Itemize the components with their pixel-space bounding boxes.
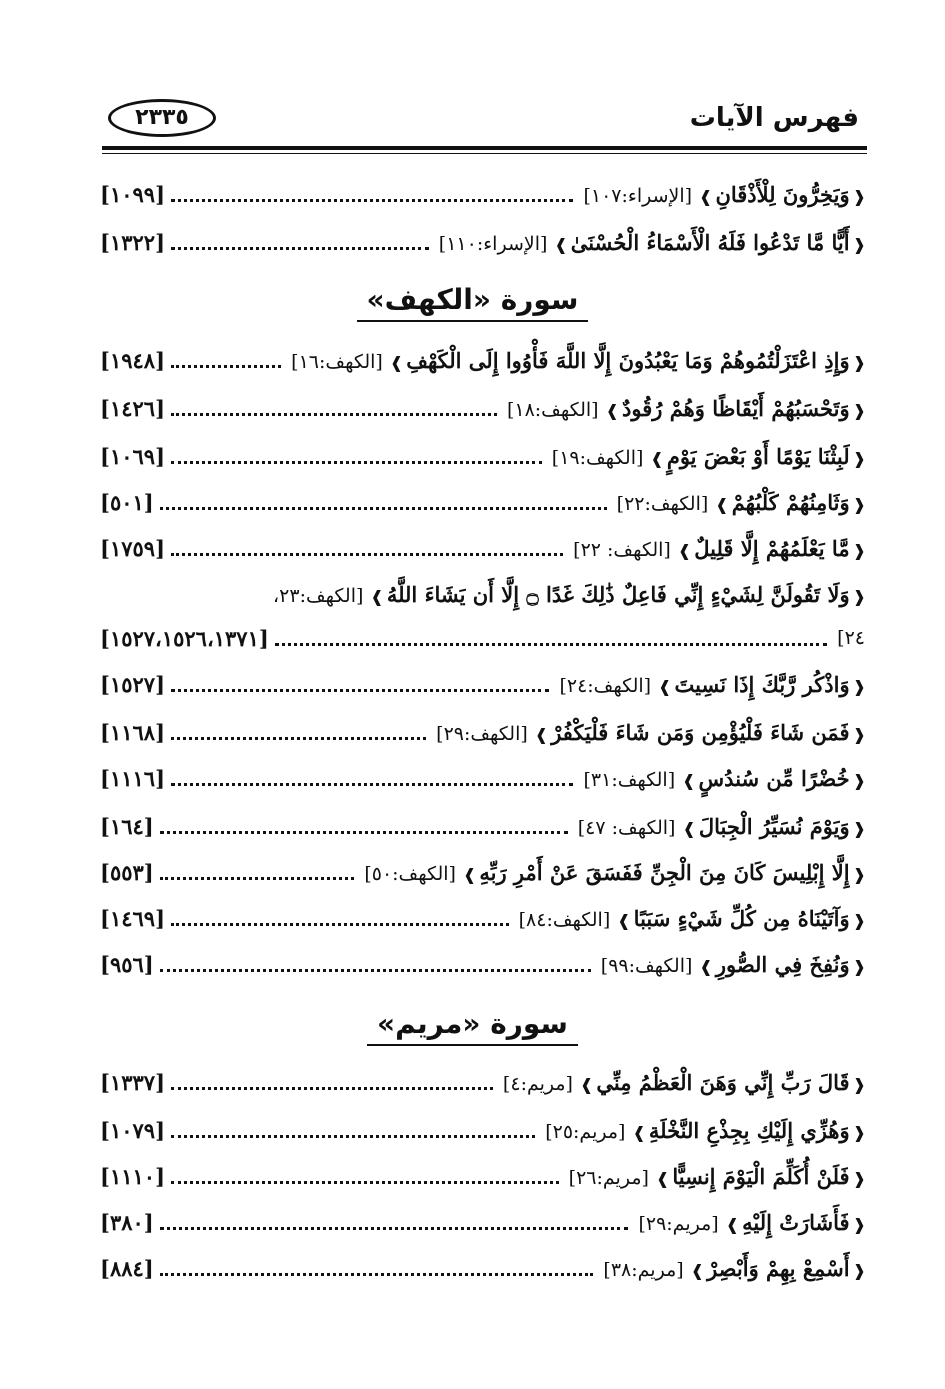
verse-reference: [مريم:٤]	[502, 1072, 573, 1095]
index-entry	[100, 944, 869, 984]
running-title: فهرس الآيات	[689, 103, 859, 133]
dot-leader	[171, 246, 429, 250]
verse-reference: [الكهف:٥٠]	[364, 862, 456, 885]
verse-text: وَاذْكُر رَّبَّكَ إِذَا نَسِيتَ	[674, 671, 850, 697]
index-entry	[100, 1110, 869, 1150]
verse-reference: [الكهف:٢٣،	[273, 584, 364, 607]
verse-citation	[432, 720, 869, 745]
index-entry	[100, 852, 869, 892]
page-references: [١١٦٨]	[100, 719, 165, 745]
verse-text: فَلَنْ أُكَلِّمَ الْيَوْمَ إِنسِيًّا	[672, 1163, 850, 1189]
verse-text: وَآتَيْنَاهُ مِن كُلِّ شَيْءٍ سَبَبًا	[633, 905, 850, 931]
verse-reference: [الكهف:١٨]	[506, 398, 599, 421]
header-rule-thin	[102, 153, 867, 154]
page-references: [٨٨٤]	[100, 1255, 154, 1281]
ornate-bracket-close-icon: ❱	[632, 1122, 646, 1142]
verse-reference: [مريم:٢٥]	[545, 1120, 626, 1143]
page-references: [١٦٤]	[100, 813, 154, 839]
verse-citation	[541, 1118, 869, 1143]
dot-leader	[171, 782, 573, 786]
page-references: [١١١٠]	[100, 1163, 165, 1189]
verse-text: وَإِذِ اعْتَزَلْتُمُوهُمْ وَمَا يَعْبُدُونَ إِلَّا اللَّهَ فَأْوُوا إِلَى الْكَهْفِ	[406, 347, 850, 373]
index-entry	[100, 1202, 869, 1242]
dot-leader	[160, 968, 591, 972]
verse-reference: [الكهف:١٩]	[551, 446, 644, 469]
ornate-bracket-close-icon: ❱	[617, 910, 631, 930]
dot-leader	[171, 1180, 559, 1184]
ornate-bracket-open-icon: ❰	[852, 1074, 866, 1094]
ornate-bracket-close-icon: ❱	[725, 1214, 740, 1234]
verse-reference: [الإسراء:١١٠]	[438, 232, 548, 255]
ornate-bracket-open-icon: ❰	[852, 1260, 866, 1280]
verse-citation	[435, 230, 869, 255]
dot-leader	[171, 364, 281, 368]
ornate-bracket-close-icon: ❱	[655, 1168, 670, 1188]
verse-reference: [الكهف: ٤٧]	[577, 816, 676, 839]
page-references: [١٠٧٩]	[100, 1117, 165, 1143]
ornate-bracket-open-icon: ❰	[852, 1214, 866, 1234]
dot-leader	[160, 1272, 594, 1276]
dot-leader	[160, 1226, 629, 1230]
verse-citation	[360, 860, 869, 885]
ornate-bracket-open-icon: ❰	[852, 724, 866, 744]
ornate-bracket-open-icon: ❰	[852, 1122, 866, 1142]
verse-citation	[599, 1256, 869, 1281]
index-entry	[100, 1248, 869, 1288]
verse-reference: [مريم:٢٦]	[568, 1166, 649, 1189]
index-entry	[100, 174, 869, 214]
ornate-bracket-close-icon: ❱	[534, 724, 549, 744]
verse-text: فَمَن شَاءَ فَلْيُؤْمِن وَمَن شَاءَ فَلْيَكْفُرْ	[551, 719, 850, 745]
page-header	[102, 95, 867, 153]
ornate-bracket-open-icon: ❰	[852, 186, 866, 206]
verse-text: وَيَخِرُّونَ لِلْأَذْقَانِ	[715, 181, 850, 207]
index-entry	[100, 1156, 869, 1196]
dot-leader	[171, 198, 573, 202]
index-entry	[100, 806, 869, 846]
verse-reference: [الكهف:٢٢]	[616, 492, 709, 515]
verse-text: خُضْرًا مِّن سُندُسٍ	[698, 765, 850, 791]
page-references: [١٩٤٨]	[100, 347, 165, 373]
ornate-bracket-close-icon: ❱	[699, 186, 713, 206]
verse-text: وَهُزِّي إِلَيْكِ بِجِذْعِ النَّخْلَةِ	[648, 1117, 850, 1143]
verse-reference: [الكهف:٣١]	[583, 768, 676, 791]
index-entry	[100, 340, 869, 380]
ornate-bracket-open-icon: ❰	[852, 234, 866, 254]
surah-heading-maryam	[0, 1004, 945, 1048]
page-references: [١٥٢٧،١٥٢٦،١٣٧١]	[100, 625, 269, 651]
verse-citation	[503, 396, 869, 421]
verse-reference-continued: ٢٤]	[837, 627, 865, 649]
ornate-bracket-open-icon: ❰	[852, 1168, 866, 1188]
verse-citation	[565, 1164, 869, 1189]
page-references: [١٣٣٧]	[100, 1069, 165, 1095]
page-references: [٥٠١]	[100, 489, 154, 515]
ornate-bracket-close-icon: ❱	[699, 956, 713, 976]
ornate-bracket-open-icon: ❰	[852, 352, 866, 372]
verse-reference: [الإسراء:١٠٧]	[583, 184, 693, 207]
verse-reference: [الكهف:٩٩]	[600, 954, 693, 977]
verse-reference: [الكهف: ٢٢]	[573, 538, 671, 561]
dot-leader	[171, 922, 509, 926]
ornate-bracket-open-icon: ❰	[852, 676, 866, 696]
dot-leader	[171, 412, 497, 416]
index-entry-wrapped-line-2	[100, 618, 869, 658]
dot-leader	[171, 688, 549, 692]
verse-text: وَلَا تَقُولَنَّ لِشَيْءٍ إِنِّي فَاعِلٌ ذَٰلِكَ غَدًا ۝ إِلَّا أَن يَشَاءَ اللَّهُ	[386, 581, 850, 607]
dot-leader	[171, 552, 563, 556]
header-rule-thick	[102, 146, 867, 150]
index-entry-wrapped-line-1	[100, 574, 869, 614]
ornate-bracket-close-icon: ❱	[715, 494, 729, 514]
surah-heading-text: سورة «مريم»	[367, 1004, 578, 1046]
ornate-bracket-close-icon: ❱	[682, 818, 696, 838]
verse-citation	[613, 490, 869, 515]
ornate-bracket-open-icon: ❰	[852, 910, 866, 930]
ornate-bracket-close-icon: ❱	[658, 676, 672, 696]
index-entry	[100, 1062, 869, 1102]
verse-citation	[548, 444, 869, 469]
verse-reference: [مريم:٢٩]	[638, 1212, 719, 1235]
page-references: [١٤٢٦]	[100, 395, 165, 421]
page-references: [١٤٦٩]	[100, 905, 165, 931]
verse-text: وَنُفِخَ فِي الصُّورِ	[715, 951, 850, 977]
verse-citation	[100, 582, 869, 607]
index-entry	[100, 528, 869, 568]
index-entry	[100, 388, 869, 428]
dot-leader	[171, 460, 542, 464]
page-references: [٥٥٣]	[100, 859, 154, 885]
verse-reference: [الكهف:٢٩]	[436, 722, 528, 745]
index-entry	[100, 664, 869, 704]
page-references: [١٠٦٩]	[100, 443, 165, 469]
verse-reference: [الكهف:١٦]	[291, 350, 383, 373]
ornate-bracket-close-icon: ❱	[682, 770, 696, 790]
verse-text: وَيَوْمَ نُسَيِّرُ الْجِبَالَ	[698, 813, 850, 839]
page-references: [١٠٩٩]	[100, 181, 165, 207]
index-entry	[100, 436, 869, 476]
dot-leader	[171, 736, 426, 740]
ornate-bracket-open-icon: ❰	[852, 448, 866, 468]
verse-text: فَأَشَارَتْ إِلَيْهِ	[742, 1209, 850, 1235]
ornate-bracket-open-icon: ❰	[852, 400, 866, 420]
ornate-bracket-close-icon: ❱	[677, 540, 692, 560]
ornate-bracket-close-icon: ❱	[579, 1074, 594, 1094]
verse-citation	[555, 672, 869, 697]
verse-citation	[634, 1210, 869, 1235]
ornate-bracket-close-icon: ❱	[462, 864, 477, 884]
page-references: [١٥٢٧]	[100, 671, 165, 697]
verse-text: وَتَحْسَبُهُمْ أَيْقَاظًا وَهُمْ رُقُودٌ	[622, 395, 850, 421]
verse-reference: [مريم:٣٨]	[603, 1258, 684, 1281]
verse-citation	[574, 814, 869, 839]
index-entry	[100, 712, 869, 752]
ornate-bracket-open-icon: ❰	[852, 818, 866, 838]
dot-leader	[275, 642, 827, 646]
verse-citation	[579, 766, 869, 791]
verse-text: قَالَ رَبِّ إِنِّي وَهَنَ الْعَظْمُ مِنِّي	[596, 1069, 850, 1095]
verse-reference: [الكهف:٢٤]	[559, 674, 652, 697]
verse-citation	[579, 182, 869, 207]
verse-text: لَبِثْنَا يَوْمًا أَوْ بَعْضَ يَوْمٍ	[666, 443, 850, 469]
verse-citation	[597, 952, 869, 977]
page-references: [١٧٥٩]	[100, 535, 165, 561]
verse-text: مَّا يَعْلَمُهُمْ إِلَّا قَلِيلٌ	[694, 535, 850, 561]
verse-citation	[287, 348, 869, 373]
verse-text: وَثَامِنُهُمْ كَلْبُهُمْ	[731, 489, 850, 515]
ornate-bracket-close-icon: ❱	[554, 234, 568, 254]
dot-leader	[160, 506, 607, 510]
ornate-bracket-open-icon: ❰	[852, 770, 866, 790]
page-references: [٣٨٠]	[100, 1209, 154, 1235]
index-entry	[100, 482, 869, 522]
ornate-bracket-open-icon: ❰	[852, 586, 866, 606]
verse-text: أَيًّا مَّا تَدْعُوا فَلَهُ الْأَسْمَاءُ الْحُسْنَىٰ	[570, 229, 850, 255]
ornate-bracket-close-icon: ❱	[605, 400, 619, 420]
ornate-bracket-open-icon: ❰	[852, 864, 866, 884]
verse-citation	[569, 536, 869, 561]
ornate-bracket-close-icon: ❱	[650, 448, 664, 468]
ornate-bracket-close-icon: ❱	[690, 1260, 705, 1280]
page-number: ٢٣٣٥	[108, 99, 216, 137]
verse-citation	[515, 906, 869, 931]
page-references: [٩٥٦]	[100, 951, 154, 977]
dot-leader	[160, 830, 568, 834]
index-entry	[100, 758, 869, 798]
page-references: [١٣٢٢]	[100, 229, 165, 255]
ornate-bracket-open-icon: ❰	[852, 540, 866, 560]
ornate-bracket-close-icon: ❱	[370, 586, 384, 606]
verse-text: إِلَّا إِبْلِيسَ كَانَ مِنَ الْجِنِّ فَفَسَقَ عَنْ أَمْرِ رَبِّهِ	[479, 859, 850, 885]
dot-leader	[171, 1134, 535, 1138]
verse-reference: [الكهف:٨٤]	[518, 908, 611, 931]
verse-citation	[499, 1070, 869, 1095]
surah-heading-text: سورة «الكهف»	[357, 280, 589, 322]
ornate-bracket-open-icon: ❰	[852, 494, 866, 514]
page-references: [١١١٦]	[100, 765, 165, 791]
verse-text: أَسْمِعْ بِهِمْ وَأَبْصِرْ	[707, 1255, 850, 1281]
dot-leader	[160, 876, 355, 880]
dot-leader	[171, 1086, 493, 1090]
index-entry	[100, 898, 869, 938]
index-entry	[100, 222, 869, 262]
ornate-bracket-close-icon: ❱	[389, 352, 404, 372]
ornate-bracket-open-icon: ❰	[852, 956, 866, 976]
surah-heading-kahf	[0, 280, 945, 324]
